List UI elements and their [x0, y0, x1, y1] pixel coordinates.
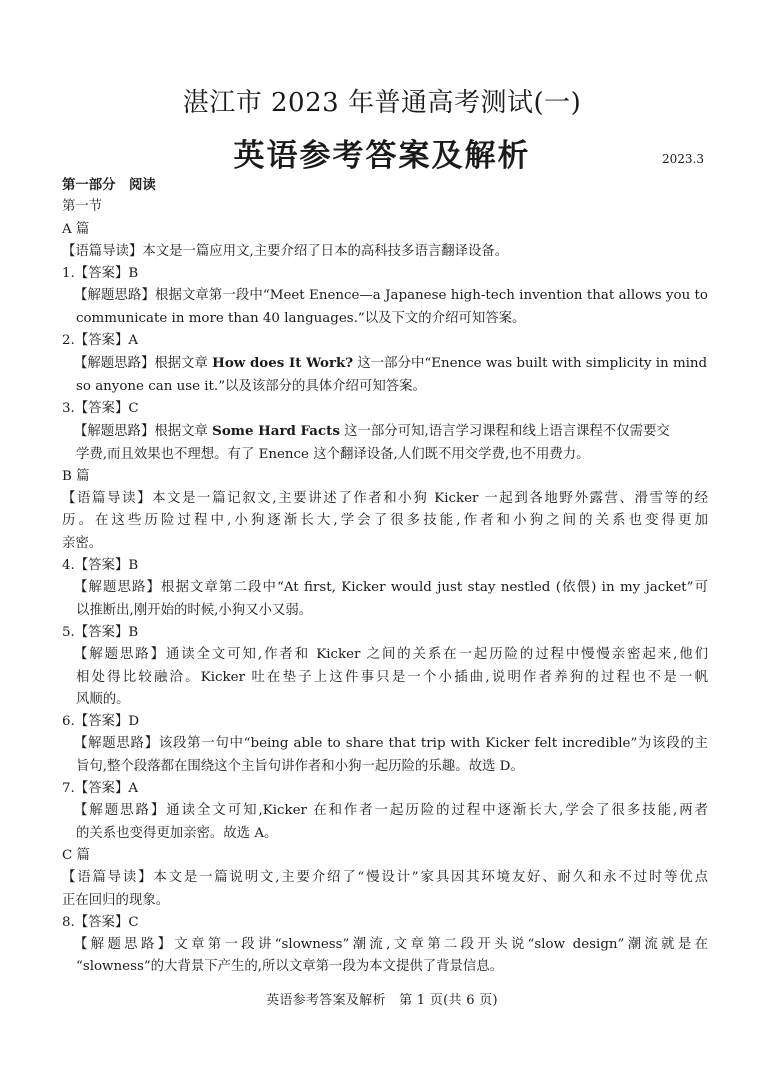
passage-a-intro: 【语篇导读】本文是一篇应用文,主要介绍了日本的高科技多语言翻译设备。 [62, 243, 509, 259]
exam-title: 湛江市 2023 年普通高考测试(一) [182, 88, 582, 118]
q3-answer: 3.【答案】C [62, 400, 139, 416]
answer-content [62, 174, 708, 979]
q2-text-a: 【解题思路】根据文章 [74, 356, 213, 372]
q6-explanation-line1: 【解题思路】该段第一句中“being able to share that trip with Kicker felt incredible”为该段的主 [74, 736, 708, 752]
passage-c-intro-line2: 正在回归的现象。 [62, 892, 170, 908]
q2-section-name: How does It Work? [212, 355, 354, 372]
document-date: 2023.3 [662, 152, 704, 166]
part-heading: 第一部分 阅读 [62, 177, 156, 193]
passage-c-heading: C 篇 [62, 847, 90, 863]
q1-answer: 1.【答案】B [62, 266, 139, 282]
q2-explanation-line1 [62, 352, 708, 375]
q3-text-c: 这一部分可知,语言学习课程和线上语言课程不仅需要交 [339, 424, 670, 440]
q2-text-c: 这一部分中“Enence was built with simplicity in mind [353, 356, 708, 372]
q7-answer: 7.【答案】A [62, 781, 139, 797]
q8-explanation-line1: 【解题思路】文章第一段讲“slowness”潮流,文章第二段开头说“slow design”潮流就是在 [74, 937, 708, 953]
page-footer: 英语参考答案及解析 第 1 页(共 6 页) [266, 993, 498, 1008]
passage-a-heading: A 篇 [62, 221, 90, 237]
q5-explanation-line1: 【解题思路】通读全文可知,作者和 Kicker 之间的关系在一起历险的过程中慢慢亲密起来,他们 [74, 647, 708, 663]
q6-answer: 6.【答案】D [62, 714, 140, 730]
q8-explanation-line2: “slowness”的大背景下产生的,所以文章第一段为本文提供了背景信息。 [76, 959, 504, 975]
q3-explanation-line2: 学费,而且效果也不理想。有了 Enence 这个翻译设备,人们既不用交学费,也不用费力。 [76, 446, 590, 462]
q2-explanation-line2: so anyone can use it.”以及该部分的具体介绍可知答案。 [76, 378, 426, 394]
q5-explanation-line2: 相处得比较融洽。Kicker 吐在垫子上这件事只是一个小插曲,说明作者养狗的过程也不是一帆 [76, 669, 708, 685]
q7-explanation-line1: 【解题思路】通读全文可知,Kicker 在和作者一起历险的过程中逐渐长大,学会了很多技能,两者 [74, 803, 708, 819]
q5-answer: 5.【答案】B [62, 624, 139, 640]
passage-b-heading: B 篇 [62, 468, 90, 484]
passage-b-intro-line1: 【语篇导读】本文是一篇记叙文,主要讲述了作者和小狗 Kicker 一起到各地野外露营、滑雪等的经 [62, 491, 708, 507]
q3-explanation-line1 [62, 420, 708, 443]
q8-answer: 8.【答案】C [62, 914, 139, 930]
q6-explanation-line2: 旨句,整个段落都在围绕这个主旨句讲作者和小狗一起历险的乐趣。故选 D。 [76, 758, 524, 774]
q1-explanation-line2: communicate in more than 40 languages.”以及下文的介绍可知答案。 [76, 310, 526, 326]
document-title: 英语参考答案及解析 [233, 138, 531, 174]
q5-explanation-line3: 风顺的。 [76, 691, 130, 707]
q7-explanation-line2: 的关系也变得更加亲密。故选 A。 [76, 825, 278, 841]
q2-answer: 2.【答案】A [62, 333, 139, 349]
q3-text-a: 【解题思路】根据文章 [74, 424, 213, 440]
section-heading: 第一节 [62, 199, 103, 215]
passage-c-intro-line1: 【语篇导读】本文是一篇说明文,主要介绍了“慢设计”家具因其环境友好、耐久和永不过时等优点 [62, 870, 708, 886]
passage-b-intro-line2: 历。在这些历险过程中,小狗逐渐长大,学会了很多技能,作者和小狗之间的关系也变得更加 [62, 513, 708, 529]
q4-explanation-line1: 【解题思路】根据文章第二段中“At first, Kicker would just stay nestled (依偎) in my jacket”可 [74, 580, 708, 596]
q4-explanation-line2: 以推断出,刚开始的时候,小狗又小又弱。 [76, 602, 313, 618]
passage-b-intro-line3: 亲密。 [62, 535, 103, 551]
q1-explanation-line1: 【解题思路】根据文章第一段中“Meet Enence—a Japanese high-tech invention that allows you to [74, 288, 708, 304]
q3-section-name: Some Hard Facts [212, 423, 340, 440]
q4-answer: 4.【答案】B [62, 558, 139, 574]
